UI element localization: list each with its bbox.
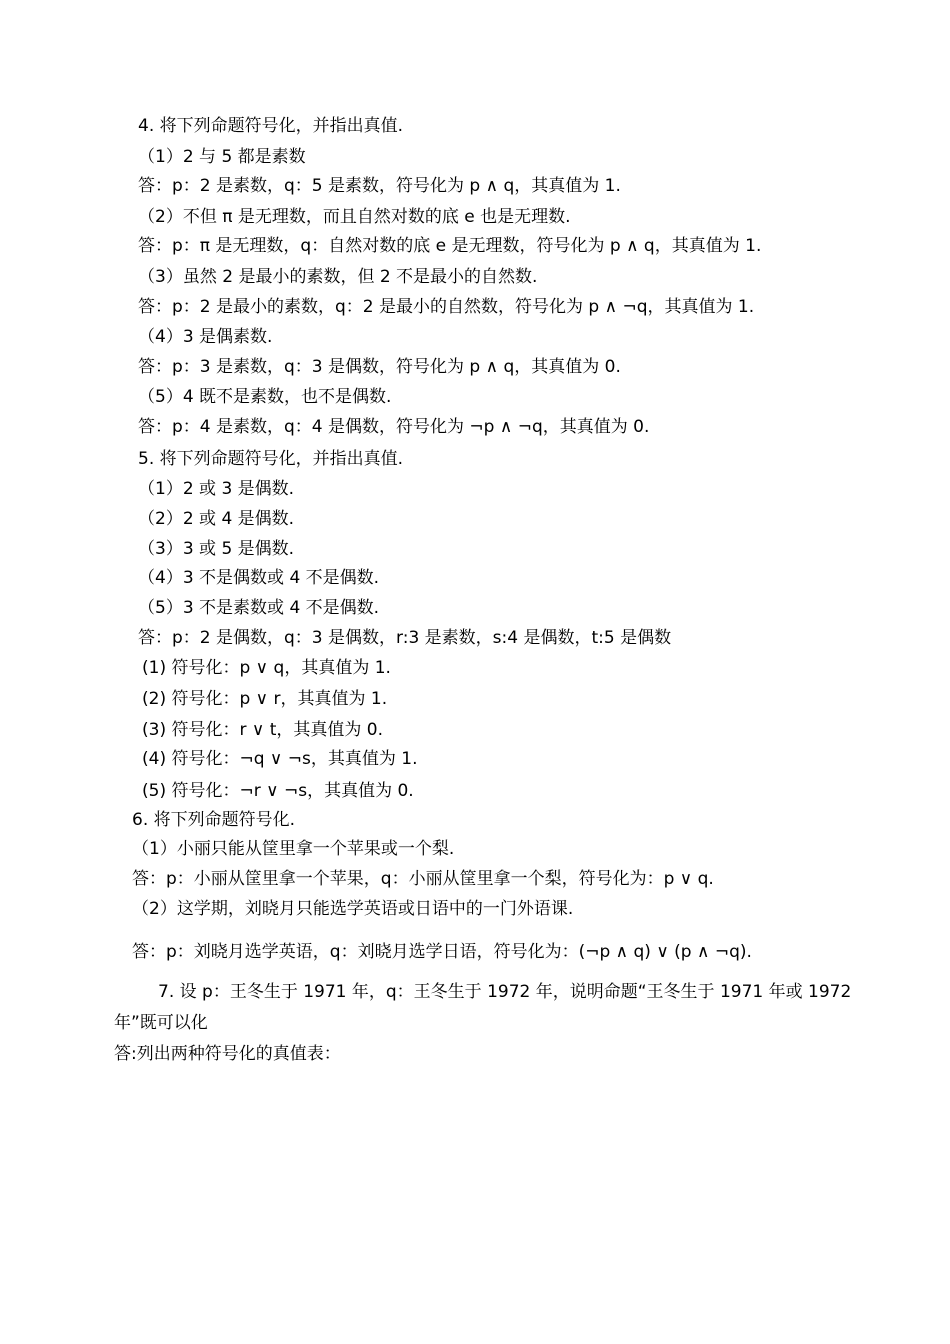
text: (3) 符号化：r ∨ t，其真值为 0.: [142, 720, 384, 740]
text: 答：p：3 是素数，q：3 是偶数，符号化为 p ∧ q，其真值为 0.: [138, 357, 621, 377]
text: （3）3 或 5 是偶数.: [138, 539, 295, 559]
q6-answer-2: [132, 941, 752, 963]
q5-item-1: [138, 478, 294, 500]
text: （2）不但 π 是无理数，而且自然对数的底 e 也是无理数.: [138, 207, 571, 227]
text: (1) 符号化：p ∨ q，其真值为 1.: [142, 658, 391, 678]
q5-answer-defs: [138, 627, 671, 649]
q5-heading: [138, 448, 403, 470]
q6-answer-1: [132, 868, 714, 890]
q6-item-1: [132, 838, 454, 860]
text: （4）3 是偶素数.: [138, 327, 273, 347]
text: (2) 符号化：p ∨ r，其真值为 1.: [142, 689, 388, 709]
text: （2）2 或 4 是偶数.: [138, 509, 295, 529]
text: 答：p：2 是偶数，q：3 是偶数，r:3 是素数，s:4 是偶数，t:5 是偶数: [138, 628, 672, 648]
text: 答：p：2 是最小的素数，q：2 是最小的自然数，符号化为 p ∧ ¬q，其真值为 1.: [138, 297, 755, 317]
text: 6. 将下列命题符号化.: [132, 810, 296, 830]
q4-answer-4: [138, 356, 621, 378]
q4-item-1: [138, 146, 306, 168]
text: 答:列出两种符号化的真值表：: [114, 1044, 341, 1064]
q5-item-5: [138, 597, 379, 619]
q6-heading: [132, 809, 295, 831]
q4-heading: [138, 115, 403, 137]
q5-answer-1: [142, 657, 391, 679]
q5-item-3: [138, 538, 294, 560]
q4-answer-5: [138, 416, 649, 438]
text: (4) 符号化：¬q ∨ ¬s，其真值为 1.: [142, 749, 418, 769]
q5-item-4: [138, 567, 379, 589]
q4-item-4: [138, 326, 272, 348]
q5-answer-5: [142, 780, 414, 802]
q7-answer: [114, 1043, 341, 1065]
text: 答：p：2 是素数，q：5 是素数，符号化为 p ∧ q，其真值为 1.: [138, 176, 621, 196]
q4-item-2: [138, 206, 571, 228]
text: （1）2 或 3 是偶数.: [138, 479, 295, 499]
q4-answer-2: [138, 235, 761, 257]
text: 年”既可以化: [114, 1013, 208, 1033]
q4-answer-1: [138, 175, 621, 197]
text: 答：p：刘晓月选学英语，q：刘晓月选学日语，符号化为：(¬p ∧ q) ∨ (p ∧ ¬q).: [132, 942, 752, 962]
q4-answer-3: [138, 296, 754, 318]
q7-heading: [158, 981, 851, 1003]
q5-answer-4: [142, 748, 418, 770]
q4-item-3: [138, 266, 537, 288]
text: （1）2 与 5 都是素数: [138, 147, 306, 167]
text: 4. 将下列命题符号化，并指出真值.: [138, 116, 404, 136]
q5-answer-3: [142, 719, 383, 741]
text: （5）4 既不是素数，也不是偶数.: [138, 387, 392, 407]
q4-item-5: [138, 386, 391, 408]
text: 7. 设 p：王冬生于 1971 年，q：王冬生于 1972 年，说明命题“王冬生于 1971 年或 1972: [158, 982, 852, 1002]
text: （2）这学期，刘晓月只能选学英语或日语中的一门外语课.: [132, 899, 574, 919]
q5-answer-2: [142, 688, 387, 710]
q5-item-2: [138, 508, 294, 530]
q6-item-2: [132, 898, 573, 920]
text: 答：p：4 是素数，q：4 是偶数，符号化为 ¬p ∧ ¬q，其真值为 0.: [138, 417, 650, 437]
q7-heading-cont: [114, 1012, 208, 1034]
text: （4）3 不是偶数或 4 不是偶数.: [138, 568, 380, 588]
text: （5）3 不是素数或 4 不是偶数.: [138, 598, 380, 618]
text: （3）虽然 2 是最小的素数，但 2 不是最小的自然数.: [138, 267, 538, 287]
text: （1）小丽只能从筐里拿一个苹果或一个梨.: [132, 839, 455, 859]
text: 答：p：π 是无理数，q：自然对数的底 e 是无理数，符号化为 p ∧ q，其真值为 1.: [138, 236, 762, 256]
text: (5) 符号化：¬r ∨ ¬s，其真值为 0.: [142, 781, 414, 801]
text: 答：p：小丽从筐里拿一个苹果，q：小丽从筐里拿一个梨，符号化为：p ∨ q.: [132, 869, 714, 889]
text: 5. 将下列命题符号化，并指出真值.: [138, 449, 404, 469]
